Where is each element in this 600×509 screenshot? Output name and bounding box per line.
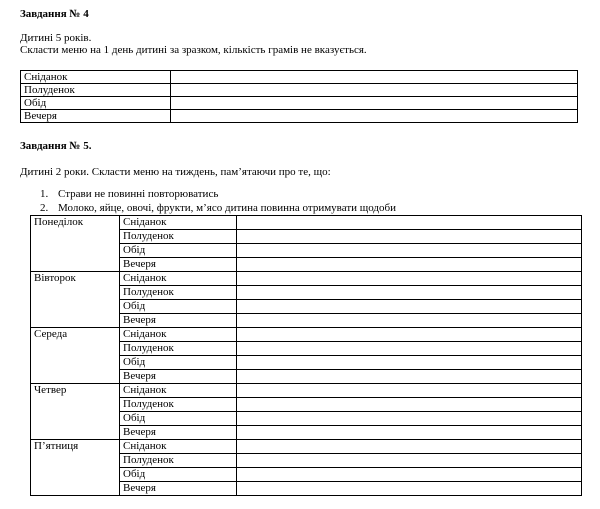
meal-label: Сніданок — [120, 216, 237, 230]
meal-label: Обід — [120, 244, 237, 258]
meal-entry-cell — [237, 258, 582, 272]
meal-entry-cell — [237, 384, 582, 398]
meal-entry-cell — [237, 398, 582, 412]
table-row — [21, 97, 578, 110]
meal-entry-cell — [237, 230, 582, 244]
list-item-number: 1. — [40, 188, 49, 200]
list-item-text: Молоко, яйце, овочі, фрукти, м’ясо дитина повинна отримувати щодоби — [58, 202, 397, 214]
meal-label: Вечеря — [120, 482, 237, 496]
table-row — [31, 216, 582, 230]
day-label: П’ятниця — [31, 440, 120, 496]
meal-label: Полуденок — [120, 342, 237, 356]
meal-label: Обід — [120, 356, 237, 370]
meal-label: Полуденок — [120, 230, 237, 244]
task5-weekly-menu-table — [30, 215, 582, 496]
meal-entry-cell — [237, 454, 582, 468]
day-label: Середа — [31, 328, 120, 384]
table-row — [21, 71, 578, 84]
meal-label: Сніданок — [21, 71, 171, 84]
meal-label: Вечеря — [120, 314, 237, 328]
table-row — [21, 110, 578, 123]
list-item-number: 2. — [40, 202, 49, 214]
meal-label: Обід — [120, 300, 237, 314]
task4-title: Завдання № 4 — [20, 8, 89, 20]
day-label: Понеділок — [31, 216, 120, 272]
meal-entry-cell — [237, 328, 582, 342]
table-row — [31, 272, 582, 286]
meal-label: Полуденок — [120, 454, 237, 468]
meal-label: Сніданок — [120, 272, 237, 286]
table-row — [31, 440, 582, 454]
meal-entry-cell — [237, 440, 582, 454]
meal-entry-cell — [237, 426, 582, 440]
meal-entry-cell — [171, 110, 578, 123]
meal-entry-cell — [237, 370, 582, 384]
meal-label: Вечеря — [21, 110, 171, 123]
meal-label: Вечеря — [120, 258, 237, 272]
meal-label: Полуденок — [21, 84, 171, 97]
meal-entry-cell — [237, 412, 582, 426]
meal-entry-cell — [237, 300, 582, 314]
meal-label: Сніданок — [120, 328, 237, 342]
meal-label: Полуденок — [120, 286, 237, 300]
task4-line1: Дитині 5 років. — [20, 32, 92, 44]
meal-label: Сніданок — [120, 384, 237, 398]
meal-label: Обід — [21, 97, 171, 110]
meal-label: Вечеря — [120, 426, 237, 440]
meal-entry-cell — [237, 468, 582, 482]
meal-label: Обід — [120, 412, 237, 426]
meal-entry-cell — [237, 286, 582, 300]
meal-label: Сніданок — [120, 440, 237, 454]
task4-menu-table — [20, 70, 578, 123]
meal-entry-cell — [171, 84, 578, 97]
meal-entry-cell — [237, 342, 582, 356]
meal-label: Полуденок — [120, 398, 237, 412]
table-row — [31, 328, 582, 342]
day-label: Четвер — [31, 384, 120, 440]
meal-entry-cell — [237, 272, 582, 286]
table-row — [21, 84, 578, 97]
meal-entry-cell — [237, 482, 582, 496]
meal-entry-cell — [237, 356, 582, 370]
meal-entry-cell — [237, 244, 582, 258]
task5-title: Завдання № 5. — [20, 140, 92, 152]
meal-label: Обід — [120, 468, 237, 482]
task4-line2: Скласти меню на 1 день дитині за зразком, кількість грамів не вказується. — [20, 44, 367, 56]
meal-label: Вечеря — [120, 370, 237, 384]
meal-entry-cell — [237, 314, 582, 328]
meal-entry-cell — [237, 216, 582, 230]
meal-entry-cell — [171, 97, 578, 110]
task5-intro: Дитині 2 роки. Скласти меню на тиждень, пам’ятаючи про те, що: — [20, 166, 331, 178]
meal-entry-cell — [171, 71, 578, 84]
list-item-text: Страви не повинні повторюватись — [58, 188, 219, 200]
day-label: Вівторок — [31, 272, 120, 328]
table-row — [31, 384, 582, 398]
